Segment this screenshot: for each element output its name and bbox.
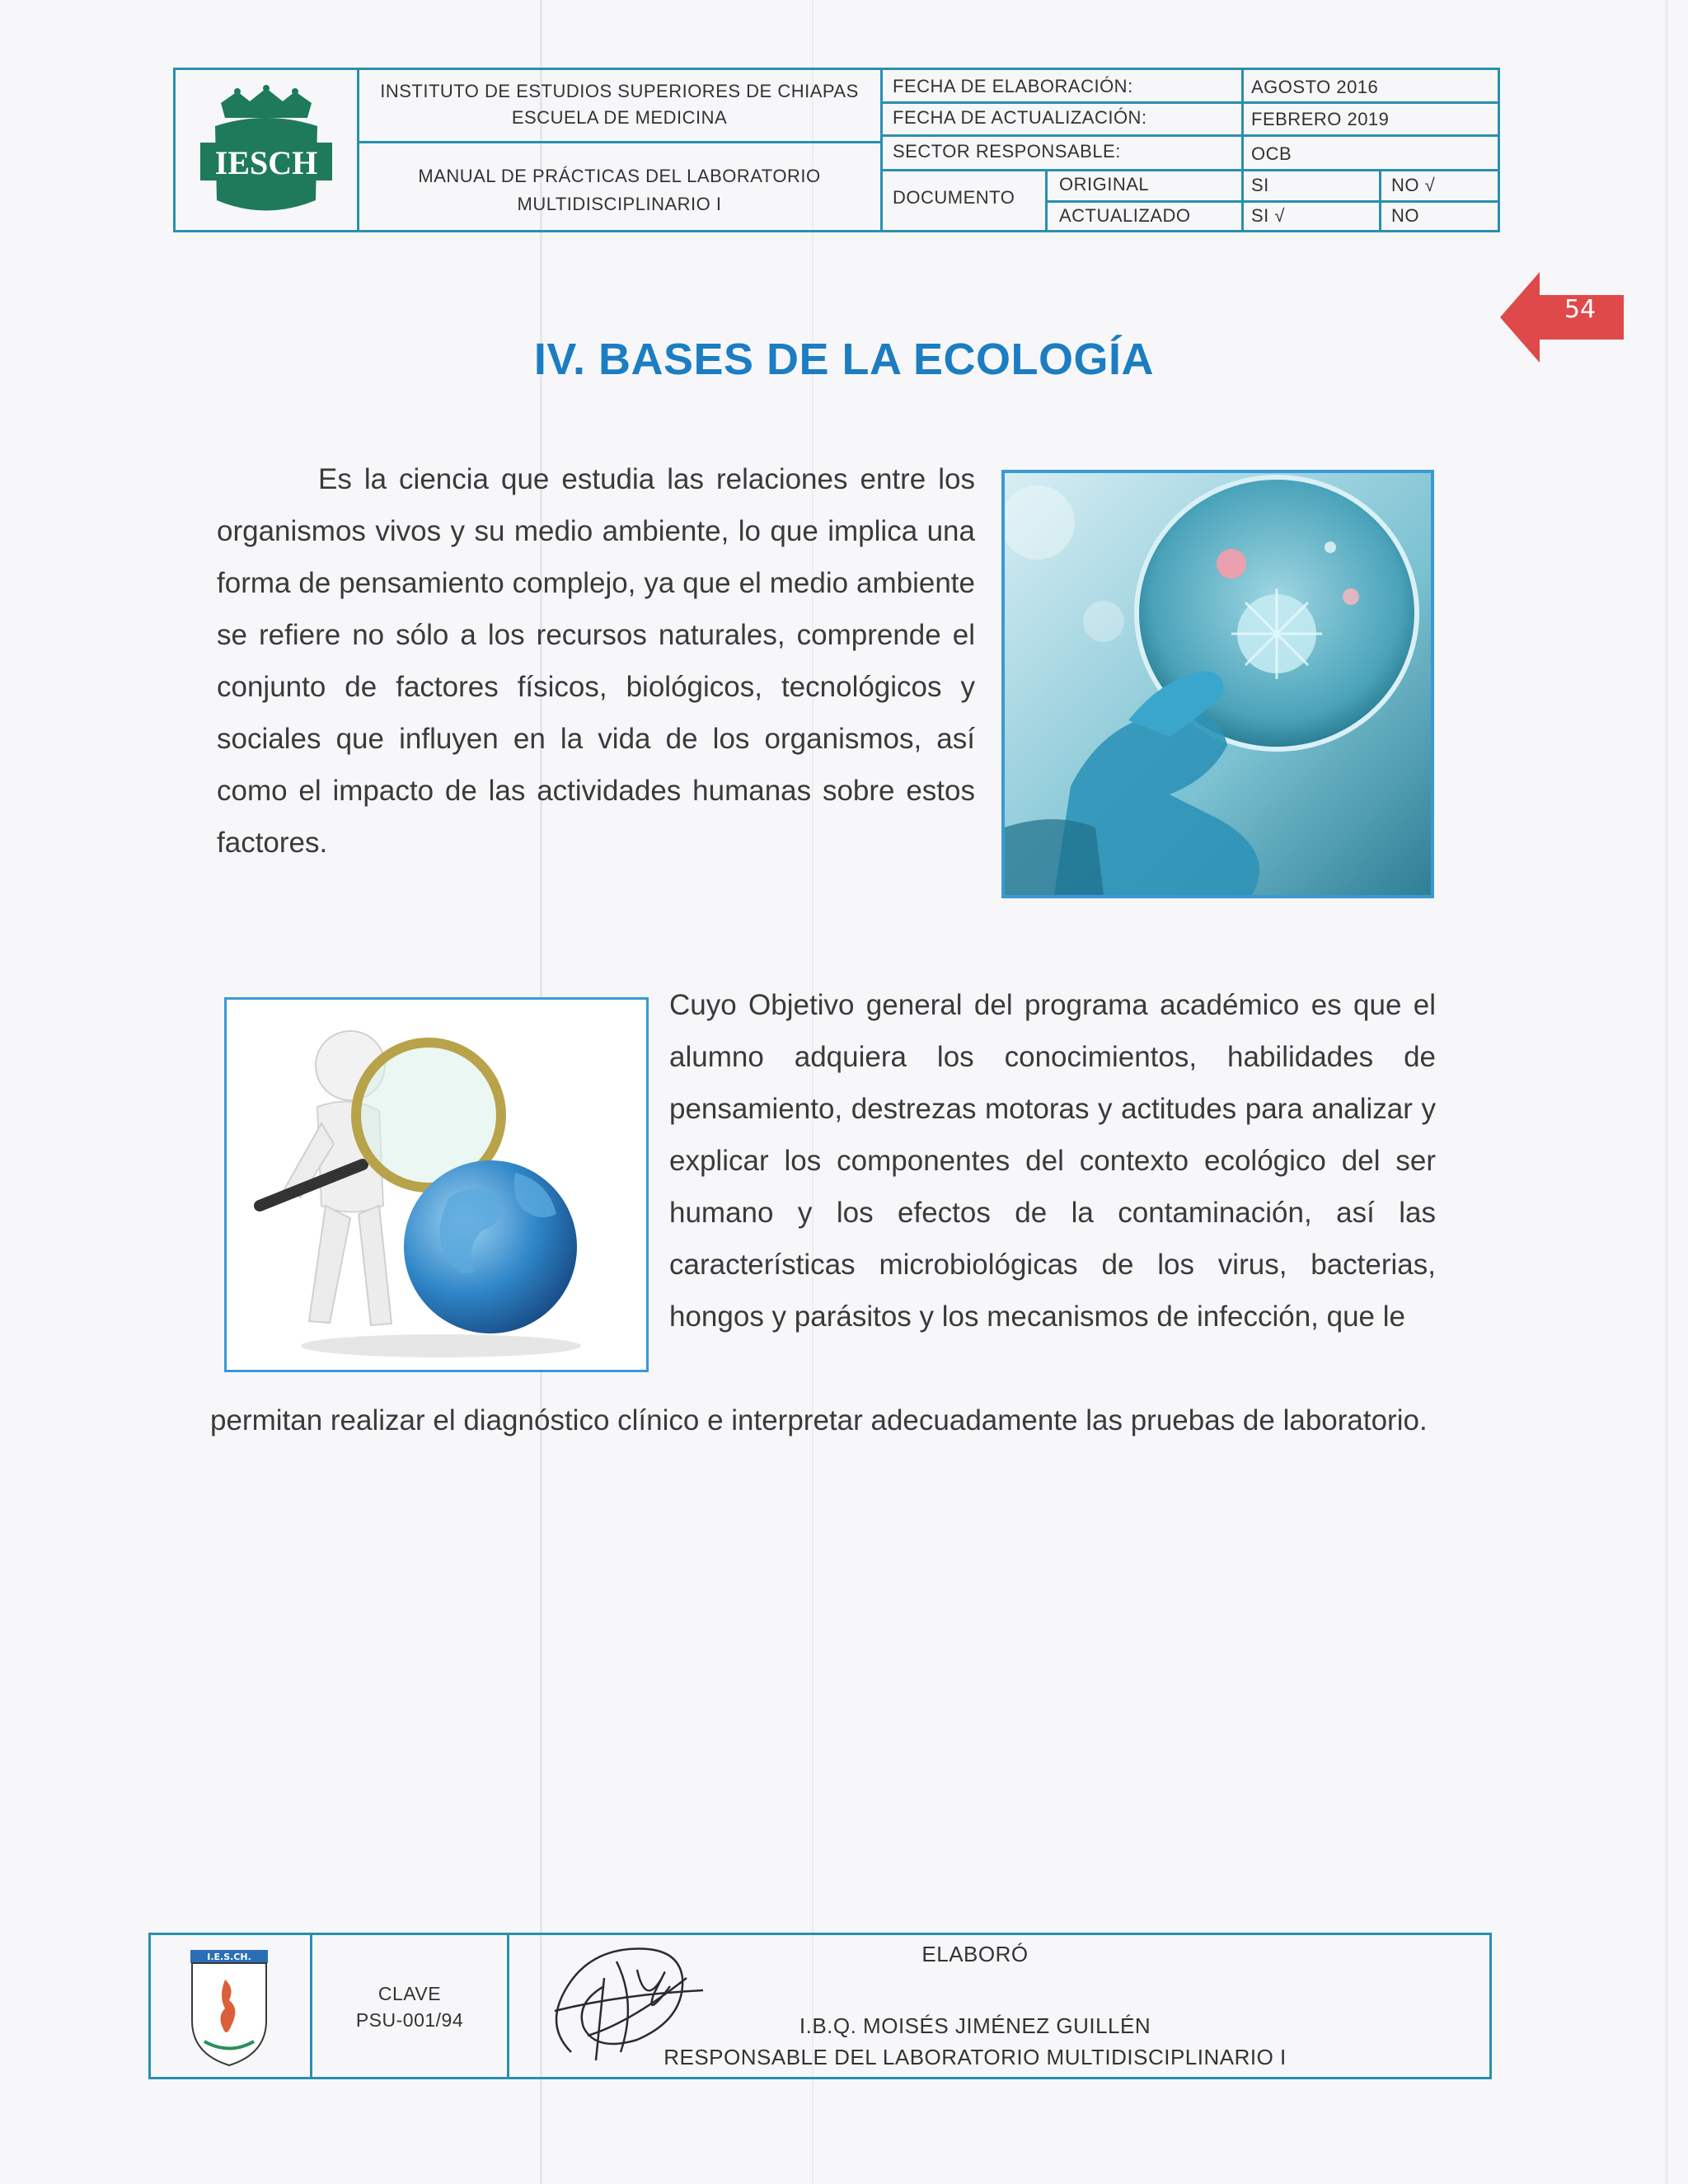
elaboro-label: ELABORÓ — [921, 1942, 1029, 1966]
intro-paragraph: Es la ciencia que estudia las relaciones entre los organismos vivos y su medio ambiente, lo que implica una forma de pensamiento complejo, ya que el medio ambiente se refiere no sólo a los recursos naturales, comprende el conjunto de factores físicos, biológicos, tecnológicos y sociales que influyen en la vida de los organismos, así como el impacto de las actividades humanas sobre estos factores. — [217, 463, 975, 859]
iesch-logo — [192, 85, 340, 220]
original-label: ORIGINAL — [1059, 174, 1150, 194]
document-footer-table — [148, 1933, 1492, 2079]
petri-dish-photo — [1001, 470, 1434, 898]
section-title: IV. BASES DE LA ECOLOGÍA — [533, 335, 1155, 384]
objective-paragraph-continued: permitan realizar el diagnóstico clínico e interpretar adecuadamente las pruebas de laboratorio. — [210, 1404, 1428, 1436]
objective-paragraph: Cuyo Objetivo general del programa académico es que el alumno adquiera los conocimientos, habilidades de pensamiento, destrezas motoras y actitudes para analizar y explicar los componentes del contexto ecológico del ser humano y los efectos de la contaminación, así las características microbiológicas de los virus, bacterias, hongos y parásitos y los mecanismos de infección, que le — [669, 989, 1436, 1333]
author-role: RESPONSABLE DEL LABORATORIO MULTIDISCIPLINARIO I — [663, 2045, 1287, 2069]
clave-value: PSU-001/94 — [355, 2009, 464, 2031]
sector-value: OCB — [1251, 143, 1292, 164]
magnifier-globe-illustration — [224, 997, 649, 1372]
original-no: NO √ — [1391, 175, 1436, 195]
page-number: 54 — [1564, 295, 1597, 324]
fecha-actualizacion-value: FEBRERO 2019 — [1251, 109, 1390, 129]
sector-label: SECTOR RESPONSABLE: — [893, 141, 1121, 162]
actualizado-si: SI √ — [1251, 205, 1285, 226]
original-si: SI — [1251, 175, 1269, 195]
shield-lettering: I.E.S.CH. — [207, 1952, 251, 1962]
logo-lettering: IESCH — [214, 144, 318, 181]
actualizado-no: NO — [1391, 205, 1419, 226]
documento-label: DOCUMENTO — [893, 187, 1015, 208]
institution-name: INSTITUTO DE ESTUDIOS SUPERIORES DE CHIAPAS ESCUELA DE MEDICINA — [380, 81, 859, 128]
clave-label: CLAVE — [377, 1983, 442, 2004]
school-shield-logo — [184, 1947, 274, 2069]
document-header-table — [173, 68, 1500, 232]
fecha-elaboracion-value: AGOSTO 2016 — [1251, 77, 1379, 97]
fecha-actualizacion-label: FECHA DE ACTUALIZACIÓN: — [893, 107, 1147, 128]
clave-block — [312, 1980, 507, 2033]
actualizado-label: ACTUALIZADO — [1059, 205, 1191, 226]
fecha-elaboracion-label: FECHA DE ELABORACIÓN: — [893, 76, 1133, 96]
manual-title: MANUAL DE PRÁCTICAS DEL LABORATORIO MULTIDISCIPLINARIO I — [418, 166, 821, 214]
scan-artifact-line — [1665, 0, 1668, 2184]
author-name: I.B.Q. MOISÉS JIMÉNEZ GUILLÉN — [799, 2013, 1151, 2038]
